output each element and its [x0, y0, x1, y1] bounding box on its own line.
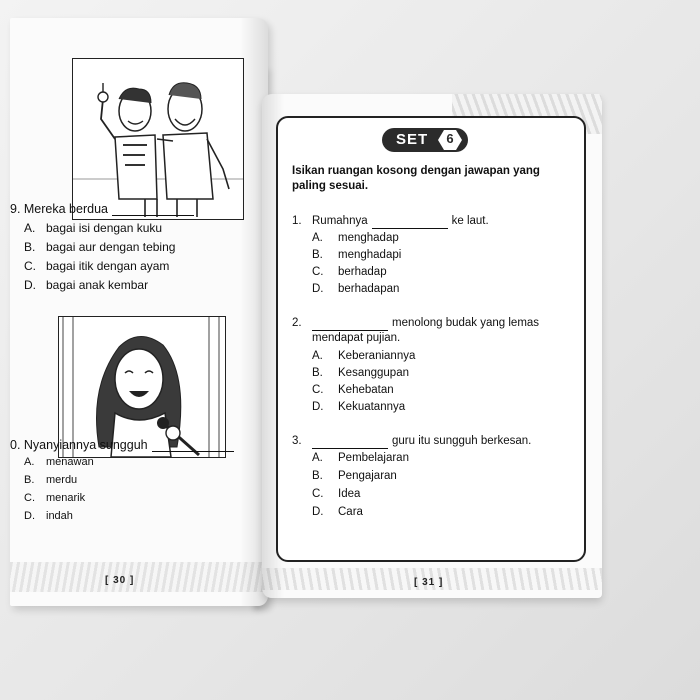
q1-option-a: A. menghadap — [312, 232, 399, 244]
q3-option-b: B. Pengajaran — [312, 470, 397, 482]
q1-option-d: D. berhadapan — [312, 283, 400, 295]
q9-option-b: B. bagai aur dengan tebing — [24, 240, 176, 254]
question-9-text: 9. Mereka berdua — [10, 202, 108, 216]
q1-option-b: B. menghadapi — [312, 249, 402, 261]
q10-option-a: A. menawan — [24, 456, 94, 468]
answer-blank — [112, 205, 194, 216]
q2-option-b: B. Kesanggupan — [312, 367, 409, 379]
question-3: 3. guru itu sungguh berkesan. — [292, 435, 532, 447]
question-1: 1. Rumahnya ke laut. — [292, 215, 489, 227]
answer-blank — [372, 219, 448, 229]
q9-option-c: C. bagai itik dengan ayam — [24, 259, 170, 273]
question-2: 2. menolong budak yang lemas — [292, 317, 540, 329]
q10-option-d: D. indah — [24, 510, 73, 522]
answer-blank — [152, 441, 234, 452]
q10-option-b: B. merdu — [24, 474, 78, 486]
exercise-panel — [276, 116, 586, 562]
set-label: SET — [396, 131, 429, 148]
q9-option-a: A. bagai isi dengan kuku — [24, 221, 163, 235]
right-page — [262, 94, 602, 598]
q10-option-c: C. menarik — [24, 492, 86, 504]
question-2-line-2: mendapat pujian. — [312, 332, 401, 344]
q3-option-d: D. Cara — [312, 506, 363, 518]
set-number: 6 — [446, 131, 454, 146]
answer-blank — [312, 321, 388, 331]
page-number-right: [ 31 ] — [414, 577, 444, 588]
q3-option-a: A. Pembelajaran — [312, 452, 409, 464]
question-10 — [10, 438, 234, 452]
q2-option-d: D. Kekuatannya — [312, 401, 406, 413]
page-number-left: [ 30 ] — [105, 575, 135, 586]
q3-option-c: C. Idea — [312, 488, 361, 500]
question-10-text: 0. Nyanyiannya sungguh — [10, 438, 148, 452]
set-badge — [382, 128, 468, 152]
q1-option-c: C. berhadap — [312, 266, 387, 278]
page-decoration — [10, 562, 268, 592]
instruction-text: Isikan ruangan kosong dengan jawapan yang paling sesuai. — [292, 165, 540, 192]
q9-option-d: D. bagai anak kembar — [24, 278, 149, 292]
left-page — [10, 18, 268, 606]
q2-option-c: C. Kehebatan — [312, 384, 394, 396]
q2-option-a: A. Keberaniannya — [312, 350, 416, 362]
singing-woman-illustration — [58, 316, 226, 458]
answer-blank — [312, 439, 388, 449]
two-men-illustration — [72, 58, 244, 220]
question-9 — [10, 202, 194, 216]
